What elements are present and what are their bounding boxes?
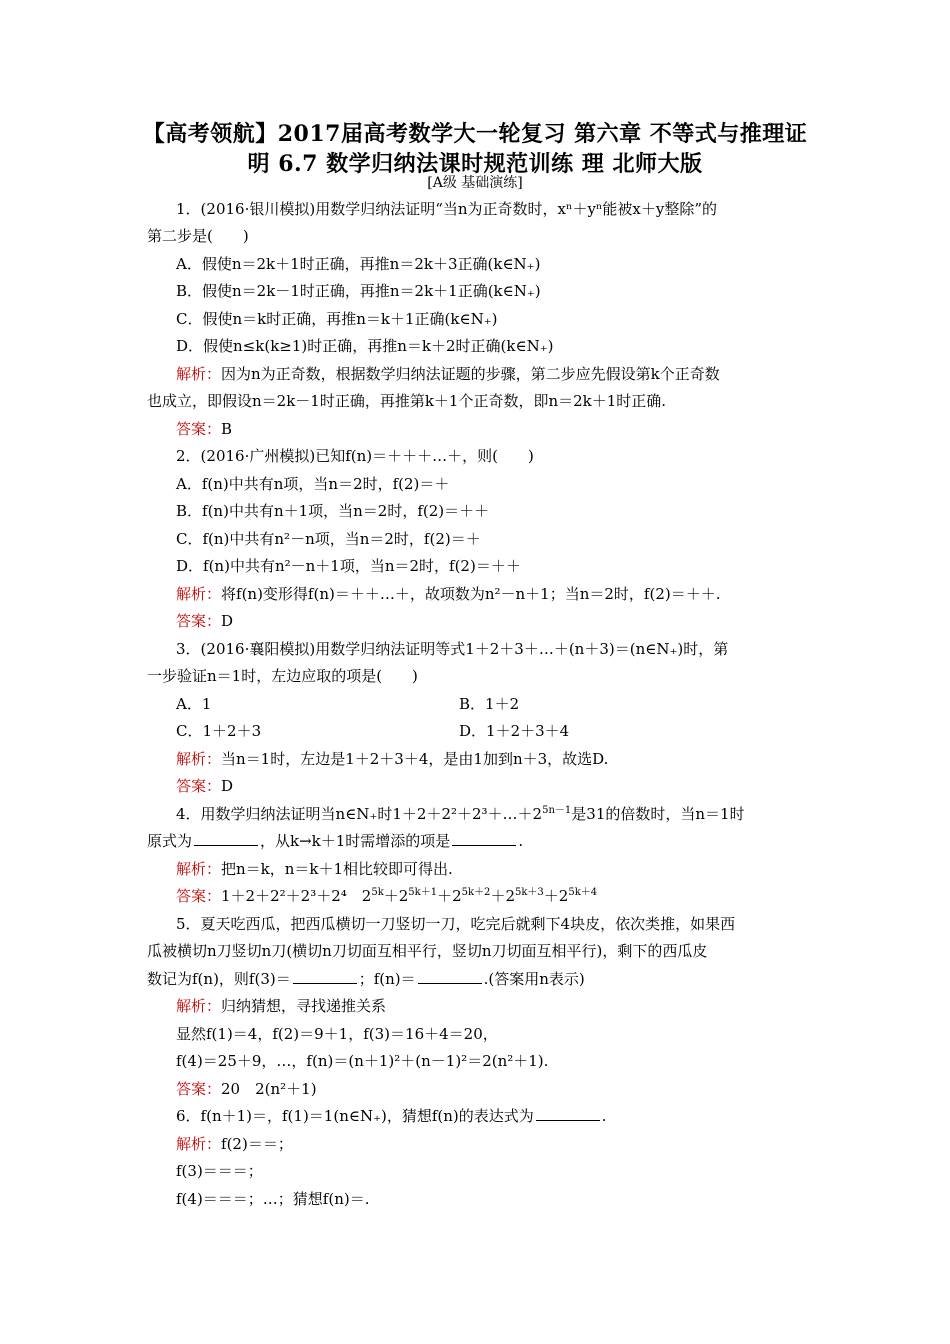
q4-answer-text: 1＋2＋2²＋2³＋2⁴ 2 (221, 887, 372, 905)
q1-stem-line2: 第二步是( ) (147, 227, 249, 245)
q6-analysis (0, 1131, 950, 1158)
q6-analysis-text: f(2)＝＝； (221, 1135, 293, 1153)
answer-label: 答案： (176, 420, 222, 438)
q2-option-c: C．f(n)中共有n²－n项，当n＝2时，f(2)＝＋ (176, 530, 481, 548)
q5-analysis (0, 993, 950, 1020)
q1-option-d: D．假使n≤k(k≥1)时正确，再推n＝k＋2时正确(k∈N₊) (176, 337, 554, 355)
q4-answer-plus4: ＋2 (543, 887, 569, 905)
q5-analysis-line3: f(4)＝25＋9，…，f(n)＝(n＋1)²＋(n－1)²＝2(n²＋1). (176, 1052, 549, 1070)
q1-stem-line1: 1．(2016·银川模拟)用数学归纳法证明“当n为正奇数时，xⁿ＋yⁿ能被x＋y整除”的 (176, 200, 718, 218)
q5-analysis-text: 归纳猜想，寻找递推关系 (221, 997, 387, 1015)
q4-stem-text-c: 原式为 (147, 832, 193, 850)
analysis-label: 解析： (176, 860, 222, 878)
q3-analysis (0, 746, 950, 773)
analysis-label: 解析： (176, 365, 222, 383)
q1-analysis-line2: 也成立，即假设n＝2k－1时正确，再推第k＋1个正奇数，即n＝2k＋1时正确. (147, 392, 667, 410)
q6-stem-text-b: . (601, 1107, 607, 1125)
q2-option-b: B．f(n)中共有n＋1项，当n＝2时，f(2)＝＋＋ (176, 502, 490, 520)
q4-stem-text-d: ，从k→k＋1时需增添的项是 (260, 832, 451, 850)
q4-stem-text-e: . (518, 832, 524, 850)
q3-answer-value: D (221, 777, 234, 795)
q1-answer (0, 416, 950, 443)
q6-blank[interactable] (536, 1106, 600, 1121)
q1-option-b: B．假使n＝2k－1时正确，再推n＝2k＋1正确(k∈N₊) (176, 282, 541, 300)
analysis-label: 解析： (176, 1135, 222, 1153)
q4-answer-exp2: 5k＋1 (408, 887, 438, 898)
level-heading: [A级 基础演练] (427, 175, 523, 191)
q3-option-c: C．1＋2＋3 (176, 722, 262, 740)
q5-blank-1[interactable] (293, 969, 357, 984)
q3-analysis-text: 当n＝1时，左边是1＋2＋3＋4，是由1加到n＋3，故选D. (221, 750, 609, 768)
q3-option-a: A．1 (176, 695, 212, 713)
q4-answer-exp1: 5k (371, 887, 384, 898)
q5-analysis-line2: 显然f(1)＝4，f(2)＝9＋1，f(3)＝16＋4＝20， (176, 1025, 498, 1043)
q2-answer (0, 608, 950, 635)
q3-stem-line1: 3．(2016·襄阳模拟)用数学归纳法证明等式1＋2＋3＋…＋(n＋3)＝(n∈N₊)时，第 (176, 640, 729, 658)
q5-answer (0, 1076, 950, 1103)
q4-analysis (0, 856, 950, 883)
q4-exponent: 5n－1 (542, 805, 572, 816)
q6-analysis-line2: f(3)＝＝＝； (176, 1162, 263, 1180)
q2-option-a: A．f(n)中共有n项，当n＝2时，f(2)＝＋ (176, 475, 450, 493)
q4-stem-line1 (0, 801, 950, 828)
q5-stem-line3 (0, 966, 950, 993)
q2-answer-value: D (221, 612, 234, 630)
analysis-label: 解析： (176, 997, 222, 1015)
q5-blank-2[interactable] (418, 969, 482, 984)
q3-stem-line2: 一步验证n＝1时，左边应取的项是( ) (147, 667, 418, 685)
q3-answer (0, 773, 950, 800)
q4-stem-text-a: 4．用数学归纳法证明当n∈N₊时1＋2＋2²＋2³＋…＋2 (176, 805, 543, 823)
q4-analysis-text: 把n＝k，n＝k＋1相比较即可得出. (221, 860, 453, 878)
q2-analysis-text: 将f(n)变形得f(n)＝＋＋…＋，故项数为n²－n＋1；当n＝2时，f(2)＝＋＋. (221, 585, 721, 603)
q4-answer-plus1: ＋2 (383, 887, 409, 905)
q4-answer-exp4: 5k＋3 (514, 887, 544, 898)
q4-stem-line2 (0, 828, 950, 855)
q2-analysis (0, 581, 950, 608)
q2-stem: 2．(2016·广州模拟)已知f(n)＝＋＋＋…＋，则( ) (176, 447, 534, 465)
q4-answer-exp5: 5k＋4 (568, 887, 598, 898)
q4-answer-exp3: 5k＋2 (461, 887, 491, 898)
q5-stem-line1: 5．夏天吃西瓜，把西瓜横切一刀竖切一刀，吃完后就剩下4块皮，依次类推，如果西 (176, 915, 736, 933)
doc-title-line2: 明 6.7 数学归纳法课时规范训练 理 北师大版 (247, 151, 703, 177)
analysis-label: 解析： (176, 750, 222, 768)
q3-option-b: B．1＋2 (459, 695, 520, 713)
answer-label: 答案： (176, 887, 222, 905)
q1-option-a: A．假使n＝2k＋1时正确，再推n＝2k＋3正确(k∈N₊) (176, 255, 541, 273)
q4-blank-2[interactable] (452, 831, 516, 846)
q1-analysis-line1 (0, 361, 950, 388)
q4-answer-plus3: ＋2 (490, 887, 515, 905)
q2-option-d: D．f(n)中共有n²－n＋1项，当n＝2时，f(2)＝＋＋ (176, 557, 521, 575)
q5-stem-text-a: 数记为f(n)，则f(3)＝ (147, 970, 291, 988)
q3-options-row2 (0, 718, 950, 745)
q4-stem-text-b: 是31的倍数时，当n＝1时 (571, 805, 745, 823)
q3-option-d: D．1＋2＋3＋4 (459, 722, 570, 740)
q6-stem (0, 1103, 950, 1130)
q3-options-row1 (0, 691, 950, 718)
q1-option-c: C．假使n＝k时正确，再推n＝k＋1正确(k∈N₊) (176, 310, 498, 328)
answer-label: 答案： (176, 1080, 222, 1098)
q6-analysis-line3: f(4)＝＝＝；…；猜想f(n)＝. (176, 1190, 370, 1208)
analysis-label: 解析： (176, 585, 222, 603)
answer-label: 答案： (176, 777, 222, 795)
q5-answer-value: 20 2(n²＋1) (221, 1080, 317, 1098)
q1-analysis-text1: 因为n为正奇数，根据数学归纳法证题的步骤，第二步应先假设第k个正奇数 (221, 365, 720, 383)
q4-answer (0, 883, 950, 910)
q4-answer-plus2: ＋2 (437, 887, 462, 905)
doc-title-line1: 【高考领航】2017届高考数学大一轮复习 第六章 不等式与推理证 (142, 121, 808, 147)
q1-answer-value: B (221, 420, 233, 438)
q6-stem-text-a: 6．f(n＋1)＝，f(1)＝1(n∈N₊)，猜想f(n)的表达式为 (176, 1107, 534, 1125)
q5-stem-text-c: .(答案用n表示) (483, 970, 585, 988)
q5-stem-line2: 瓜被横切n刀竖切n刀(横切n刀切面互相平行，竖切n刀切面互相平行)，剩下的西瓜皮 (147, 942, 708, 960)
q4-blank-1[interactable] (194, 831, 258, 846)
answer-label: 答案： (176, 612, 222, 630)
q5-stem-text-b: ；f(n)＝ (358, 970, 416, 988)
